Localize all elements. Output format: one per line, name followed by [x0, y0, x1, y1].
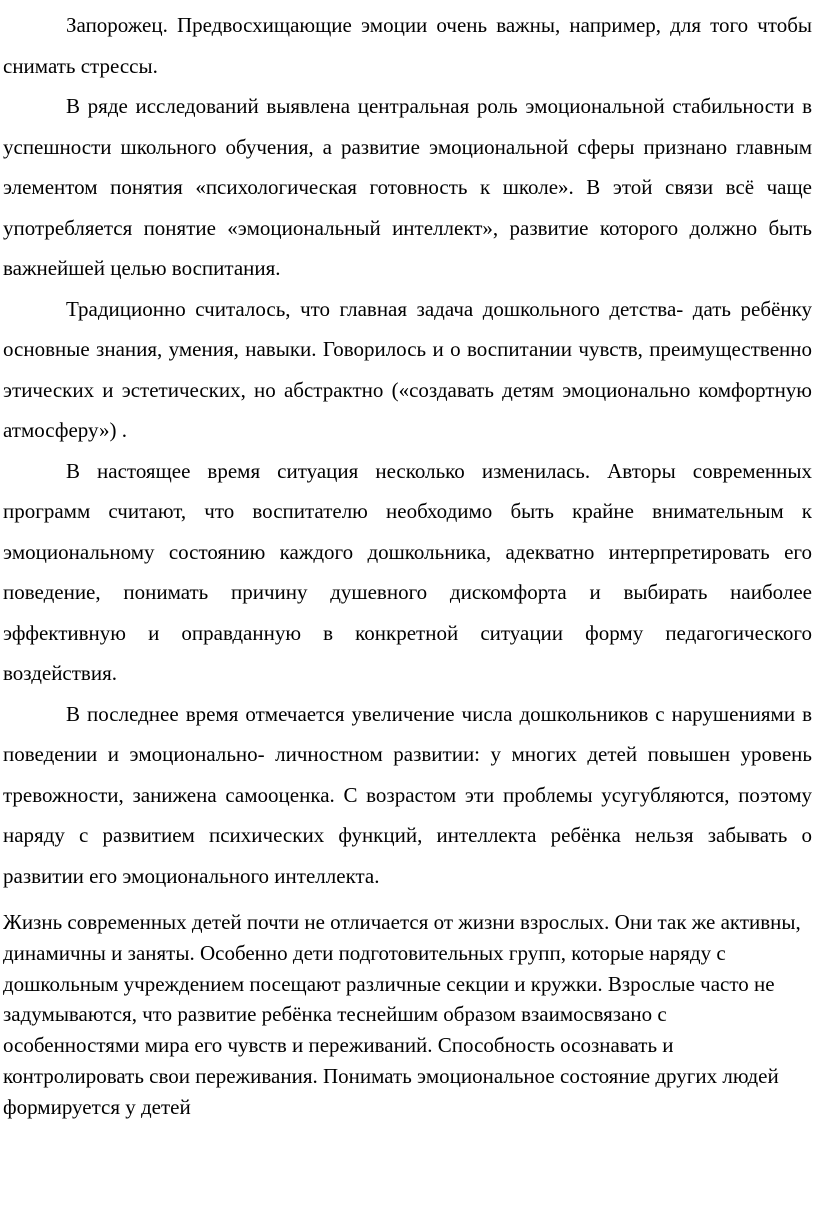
- paragraph-2: В ряде исследований выявлена центральная роль эмоциональной стабильности в успешности школьного обучения, а развитие эмоциональной сферы признано главным элементом понятия «психологическая готовность к школе». В этой связи всё чаще употребляется понятие «эмоциональный интеллект», развитие которого должно быть важнейшей целью воспитания.: [3, 94, 812, 280]
- paragraph-5: В последнее время отмечается увеличение числа дошкольников с нарушениями в поведении и эмоционально- личностном развитии: у многих детей повышен уровень тревожности, занижена самооценка. С возрастом эти проблемы усугубляются, поэтому наряду с развитием психических функций, интеллекта ребёнка нельзя забывать о развитии его эмоционального интеллекта.: [3, 701, 812, 888]
- paragraph-tail: Жизнь современных детей почти не отличается от жизни взрослых. Они так же активны, динамичны и заняты. Особенно дети подготовительных групп, которые наряду с дошкольным учреждением посещают различные секции и кружки. Взрослые часто не задумываются, что развитие ребёнка теснейшим образом взаимосвязано с особенностями мира его чувств и переживаний. Способность осознавать и контролировать свои переживания. Понимать эмоциональное состояние других людей формируется у детей: [3, 910, 801, 1119]
- paragraph-4: В настоящее время ситуация несколько изменилась. Авторы современных программ считают, что воспитателю необходимо быть крайне внимательным к эмоциональному состоянию каждого дошкольника, адекватно интерпретировать его поведение, понимать причину душевного дискомфорта и выбирать наиболее эффективную и оправданную в конкретной ситуации форму педагогического воздействия.: [3, 458, 812, 685]
- paragraph-1: Запорожец. Предвосхищающие эмоции очень важны, например, для того чтобы снимать стрессы.: [3, 13, 812, 78]
- paragraph-3: Традиционно считалось, что главная задача дошкольного детства- дать ребёнку основные знания, умения, навыки. Говорилось и о воспитании чувств, преимущественно этических и эстетических, но абстрактно («создавать детям эмоционально комфортную атмосферу») .: [3, 296, 812, 442]
